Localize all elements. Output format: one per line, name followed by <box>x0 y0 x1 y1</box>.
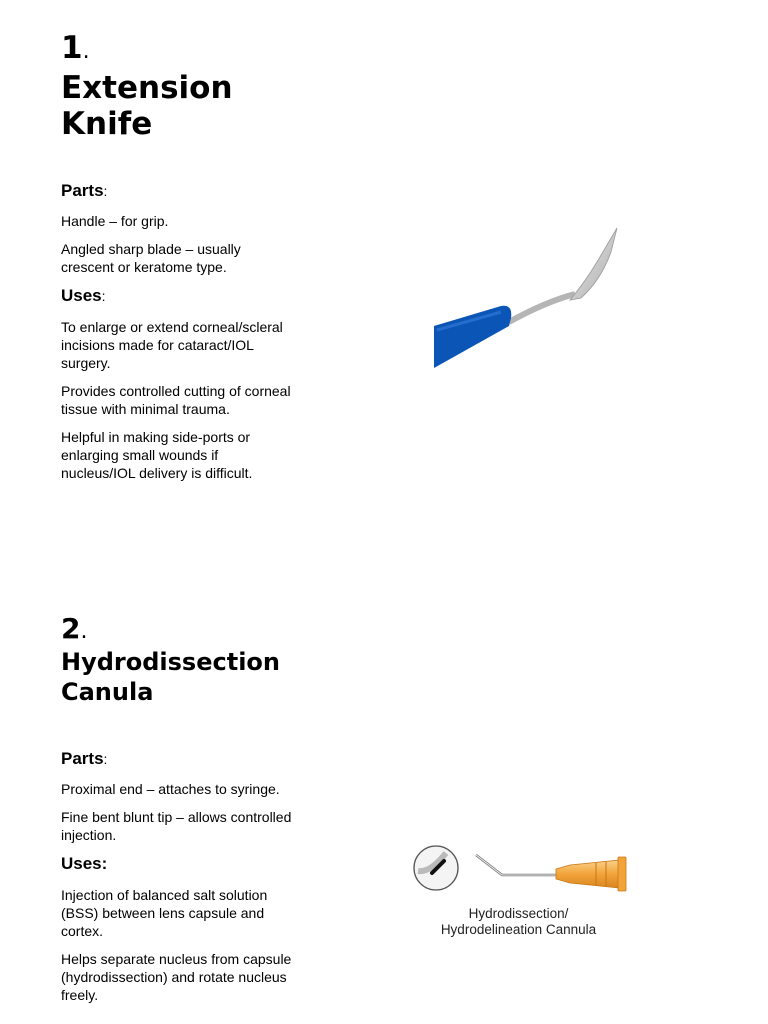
section-number: 1 <box>61 30 83 66</box>
section-number: 2 <box>61 612 81 645</box>
part-item: Angled sharp blade – usually crescent or keratome type. <box>61 241 241 275</box>
caption-line-1: Hydrodissection/ <box>468 906 569 921</box>
parts-heading: Parts: <box>61 181 108 200</box>
section-title <box>61 30 293 142</box>
section-name: Extension Knife <box>61 70 233 142</box>
section-hydrodissection-canula <box>61 614 293 1004</box>
extension-knife-image <box>425 222 625 377</box>
knife-handle <box>434 306 511 368</box>
caption-line-2: Hydrodelineation Cannula <box>440 922 597 937</box>
use-item: Injection of balanced salt solution (BSS) between lens capsule and cortex. <box>61 887 268 939</box>
use-item: Helpful in making side-ports or enlarging small wounds if nucleus/IOL delivery is difficult. <box>61 429 253 481</box>
use-item: To enlarge or extend corneal/scleral incisions made for cataract/IOL surgery. <box>61 319 283 371</box>
part-item: Proximal end – attaches to syringe. <box>61 781 280 797</box>
parts-heading: Parts: <box>61 749 108 768</box>
figure-caption <box>410 906 627 938</box>
part-item: Fine bent blunt tip – allows controlled injection. <box>61 809 292 843</box>
hydrodissection-cannula-image <box>410 843 635 898</box>
section-name: Hydrodissection Canula <box>61 648 280 706</box>
use-item: Provides controlled cutting of corneal tissue with minimal trauma. <box>61 383 291 417</box>
section-title <box>61 614 293 707</box>
section-extension-knife <box>61 30 293 482</box>
uses-heading: Uses: <box>61 286 106 305</box>
part-item: Handle – for grip. <box>61 213 169 229</box>
knife-shaft <box>509 294 575 322</box>
knife-blade <box>570 228 617 300</box>
uses-heading: Uses: <box>61 854 108 873</box>
title-dot: . <box>82 39 90 64</box>
cannula-hub <box>556 860 620 888</box>
title-dot: . <box>80 619 88 644</box>
use-item: Helps separate nucleus from capsule (hydrodissection) and rotate nucleus freely. <box>61 951 292 1003</box>
